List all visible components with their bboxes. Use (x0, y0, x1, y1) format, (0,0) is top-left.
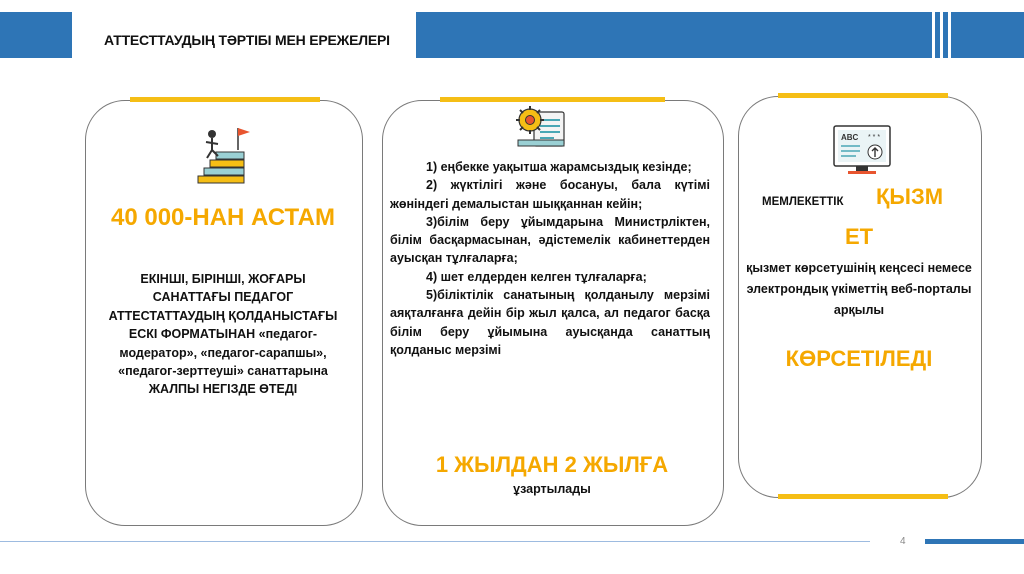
page-number: 4 (900, 536, 906, 547)
svg-text:ABC: ABC (841, 133, 859, 142)
card3-prefix: МЕМЛЕКЕТТІК (762, 196, 844, 208)
svg-text:* * *: * * * (868, 134, 881, 141)
list-item: 1) еңбекке уақытша жарамсыздық кезінде; (426, 160, 692, 174)
list-item: 2) жүктілігі және босануы, бала күтімі жөніндегі демалыстан шыққаннан кейін; (390, 178, 710, 211)
page-title: АТТЕСТТАУДЫҢ ТӘРТІБІ МЕН ЕРЕЖЕЛЕРІ (104, 32, 390, 48)
list-item: 4) шет елдерден келген тұлғаларға; (426, 269, 647, 284)
card-accent-bar (130, 97, 320, 102)
header-stripe (948, 12, 951, 58)
card2-highlight: 1 ЖЫЛДАН 2 ЖЫЛҒА (435, 452, 669, 477)
list-item: 5)біліктілік санатының қолданылу мерзімі аяқталғанға дейін бір жыл қалса, ал педагог басқа білім беру ұйымына ауысқанда санаттың қолданыс мерзімі (390, 288, 710, 357)
header-stripe (932, 12, 935, 58)
card3-body: қызмет көрсетушінің кеңсесі немесе электрондық үкіметтің веб-порталы арқылы (746, 261, 972, 317)
footer-line (0, 541, 870, 542)
card1-body: ЕКІНШІ, БІРІНШІ, ЖОҒАРЫ САНАТТАҒЫ ПЕДАГОГ АТТЕСТАТТАУДЫҢ ҚОЛДАНЫСТАҒЫ ЕСКІ ФОРМАТЫНАН «педагог-модератор», «педагог-сарапшы», «педагог-зерттеуші» санаттарына ЖАЛПЫ НЕГІЗДЕ ӨТЕДІ (108, 272, 338, 397)
footer-bar (925, 539, 1024, 544)
list-item: 3)білім беру ұйымдарына Министрліктен, білім басқармасынан, әдістемелік кабинеттерден ауысқан тұлғаларға; (390, 214, 710, 266)
extension-cases-list (390, 158, 710, 359)
header-stripe (940, 12, 943, 58)
card3-big-part2: ЕТ (844, 224, 874, 249)
card2-footer: ұзартылады (513, 482, 591, 496)
card1-headline: 40 000-НАН АСТАМ (110, 204, 335, 231)
header-left-bar (0, 12, 72, 58)
card-accent-bar (778, 494, 948, 499)
stairs-goal-icon (196, 126, 262, 186)
gear-document-icon (512, 100, 572, 152)
card-accent-bar (778, 93, 948, 98)
card3-big-part1: ҚЫЗМ (876, 184, 944, 209)
abc-monitor-icon (832, 124, 894, 176)
card3-final: КӨРСЕТІЛЕДІ (785, 346, 933, 371)
